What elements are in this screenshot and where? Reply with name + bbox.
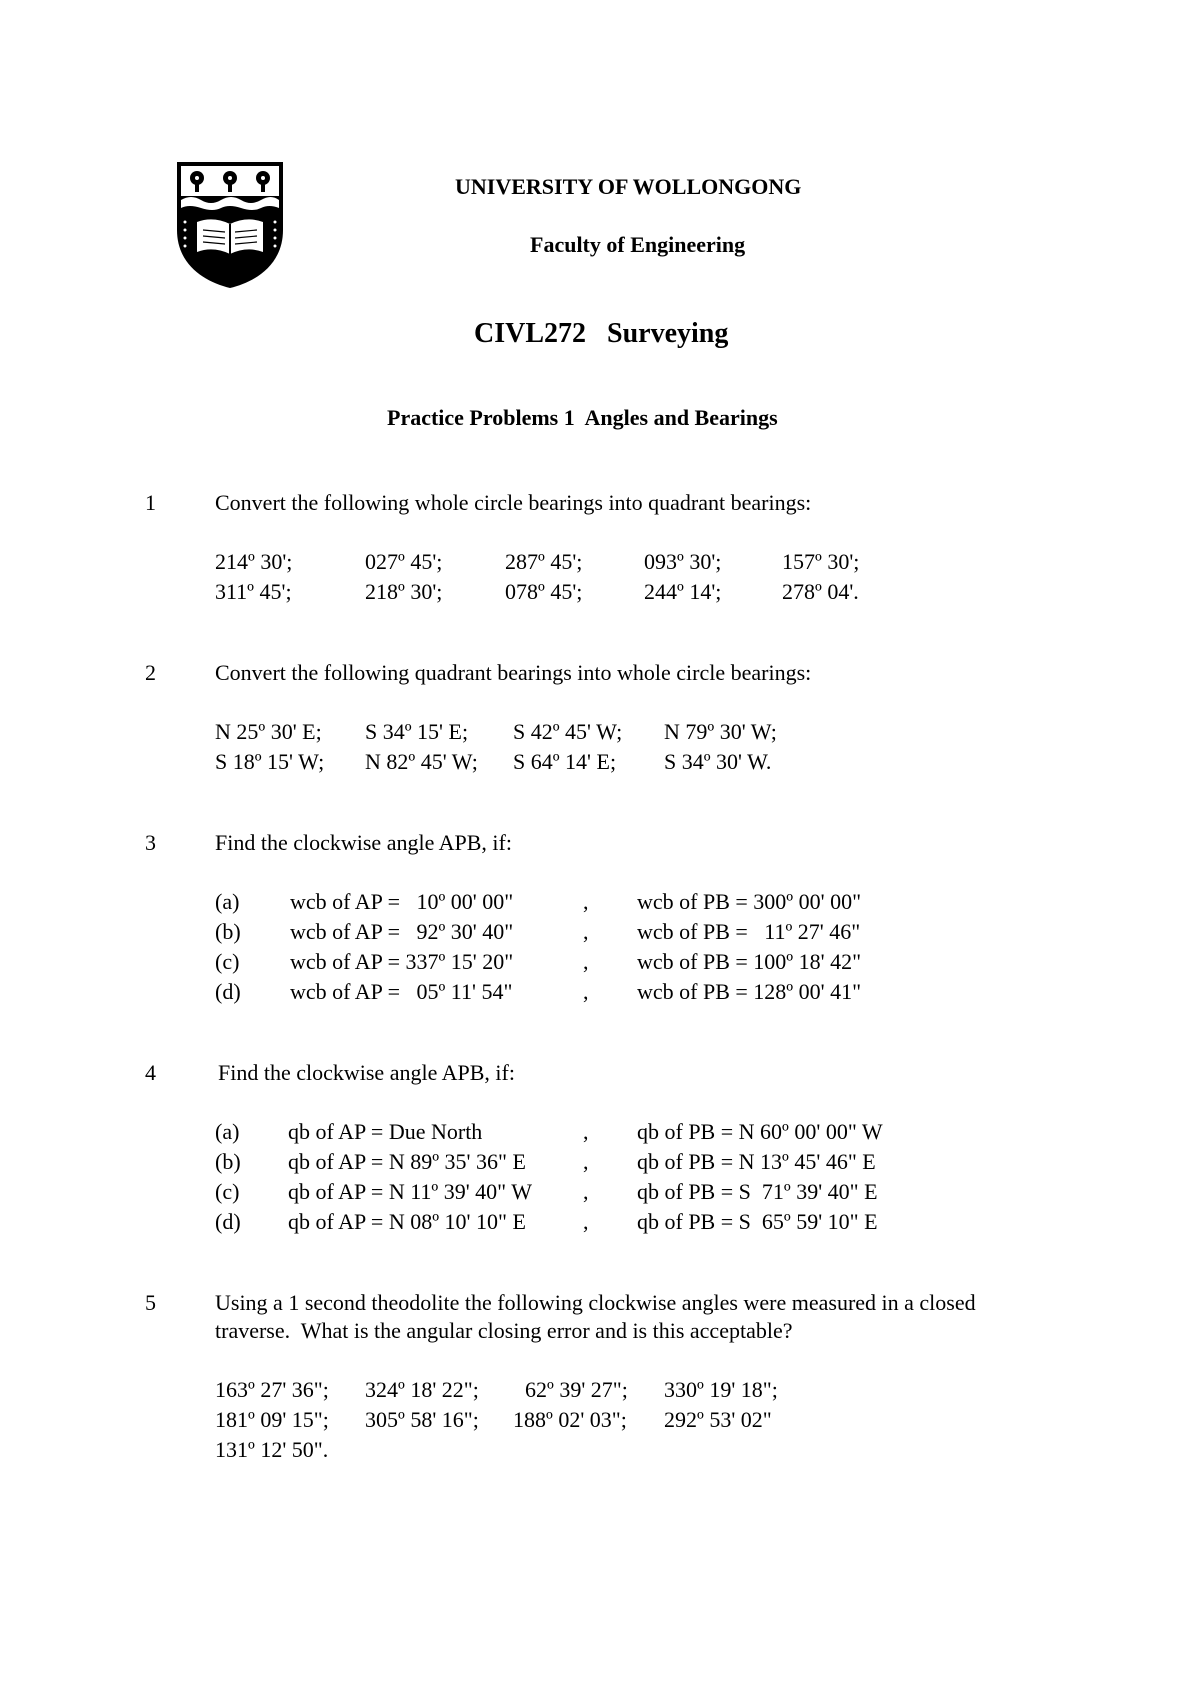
question-text: Find the clockwise angle APB, if: (215, 830, 512, 855)
separator: , (583, 949, 589, 974)
faculty-name: Faculty of Engineering (530, 232, 746, 257)
ap-bearing: wcb of AP = 05º 11' 54" (290, 979, 513, 1004)
bearing-value: N 25º 30' E; (215, 719, 322, 744)
bearing-value: 214º 30'; (215, 549, 293, 574)
item-label: (a) (215, 889, 240, 914)
angle-row (0, 1436, 1200, 1464)
pb-bearing: qb of PB = S 71º 39' 40" E (637, 1179, 878, 1204)
question-number: 2 (145, 660, 156, 685)
ap-bearing: wcb of AP = 337º 15' 20" (290, 949, 514, 974)
question-text: Convert the following quadrant bearings into whole circle bearings: (215, 660, 812, 685)
bearing-value: 027º 45'; (365, 549, 443, 574)
angle-value: 181º 09' 15"; (215, 1407, 329, 1432)
question-number: 3 (145, 830, 156, 855)
angle-problem-row (0, 888, 1200, 916)
separator: , (583, 1149, 589, 1174)
practice-title: Practice Problems 1 Angles and Bearings (387, 405, 778, 430)
bearing-value: 278º 04'. (782, 579, 859, 604)
question-text-line: traverse. What is the angular closing error and is this acceptable? (215, 1318, 793, 1343)
question-number: 5 (145, 1290, 156, 1315)
angle-value: 188º 02' 03"; (513, 1407, 627, 1432)
bearing-value: S 34º 15' E; (365, 719, 469, 744)
pb-bearing: wcb of PB = 300º 00' 00" (637, 889, 862, 914)
course-title: CIVL272 Surveying (474, 318, 729, 349)
bearing-value: 078º 45'; (505, 579, 583, 604)
item-label: (d) (215, 979, 241, 1004)
bearing-value: S 42º 45' W; (513, 719, 623, 744)
pb-bearing: wcb of PB = 100º 18' 42" (637, 949, 862, 974)
ap-bearing: qb of AP = N 11º 39' 40" W (288, 1179, 533, 1204)
separator: , (583, 979, 589, 1004)
question-text: Convert the following whole circle bearings into quadrant bearings: (215, 490, 812, 515)
angle-value: 163º 27' 36"; (215, 1377, 329, 1402)
bearing-value: 244º 14'; (644, 579, 722, 604)
ap-bearing: wcb of AP = 10º 00' 00" (290, 889, 514, 914)
ap-bearing: qb of AP = N 89º 35' 36" E (288, 1149, 526, 1174)
university-crest-logo (175, 160, 285, 290)
bearing-row (0, 718, 1200, 746)
item-label: (c) (215, 1179, 240, 1204)
bearing-value: 157º 30'; (782, 549, 860, 574)
angle-value: 330º 19' 18"; (664, 1377, 778, 1402)
pb-bearing: qb of PB = N 60º 00' 00" W (637, 1119, 883, 1144)
angle-problem-row (0, 948, 1200, 976)
angle-problem-row (0, 1208, 1200, 1236)
bearing-value: S 34º 30' W. (664, 749, 772, 774)
ap-bearing: wcb of AP = 92º 30' 40" (290, 919, 514, 944)
university-name: UNIVERSITY OF WOLLONGONG (455, 174, 802, 199)
angle-problem-row (0, 1148, 1200, 1176)
pb-bearing: qb of PB = N 13º 45' 46" E (637, 1149, 876, 1174)
angle-problem-row (0, 918, 1200, 946)
bearing-value: 287º 45'; (505, 549, 583, 574)
pb-bearing: wcb of PB = 11º 27' 46" (637, 919, 861, 944)
separator: , (583, 1179, 589, 1204)
pb-bearing: wcb of PB = 128º 00' 41" (637, 979, 862, 1004)
question-number: 4 (145, 1060, 156, 1085)
bearing-row (0, 748, 1200, 776)
separator: , (583, 919, 589, 944)
bearing-row (0, 578, 1200, 606)
bearing-row (0, 548, 1200, 576)
angle-value: 292º 53' 02" (664, 1407, 772, 1432)
angle-row (0, 1376, 1200, 1404)
bearing-value: S 64º 14' E; (513, 749, 617, 774)
question-text-line: Using a 1 second theodolite the following clockwise angles were measured in a closed (215, 1290, 976, 1315)
bearing-value: N 79º 30' W; (664, 719, 777, 744)
angle-row (0, 1406, 1200, 1434)
question-number: 1 (145, 490, 156, 515)
item-label: (a) (215, 1119, 240, 1144)
angle-problem-row (0, 1118, 1200, 1146)
pb-bearing: qb of PB = S 65º 59' 10" E (637, 1209, 878, 1234)
item-label: (b) (215, 919, 241, 944)
question-text: Find the clockwise angle APB, if: (218, 1060, 515, 1085)
item-label: (b) (215, 1149, 241, 1174)
separator: , (583, 1209, 589, 1234)
bearing-value: 311º 45'; (215, 579, 292, 604)
item-label: (c) (215, 949, 240, 974)
separator: , (583, 889, 589, 914)
bearing-value: 093º 30'; (644, 549, 722, 574)
angle-value: 62º 39' 27"; (525, 1377, 628, 1402)
bearing-value: N 82º 45' W; (365, 749, 478, 774)
ap-bearing: qb of AP = N 08º 10' 10" E (288, 1209, 526, 1234)
item-label: (d) (215, 1209, 241, 1234)
separator: , (583, 1119, 589, 1144)
angle-problem-row (0, 1178, 1200, 1206)
angle-problem-row (0, 978, 1200, 1006)
ap-bearing: qb of AP = Due North (288, 1119, 483, 1144)
angle-value: 324º 18' 22"; (365, 1377, 479, 1402)
bearing-value: S 18º 15' W; (215, 749, 325, 774)
angle-value: 131º 12' 50". (215, 1437, 329, 1462)
angle-value: 305º 58' 16"; (365, 1407, 479, 1432)
bearing-value: 218º 30'; (365, 579, 443, 604)
